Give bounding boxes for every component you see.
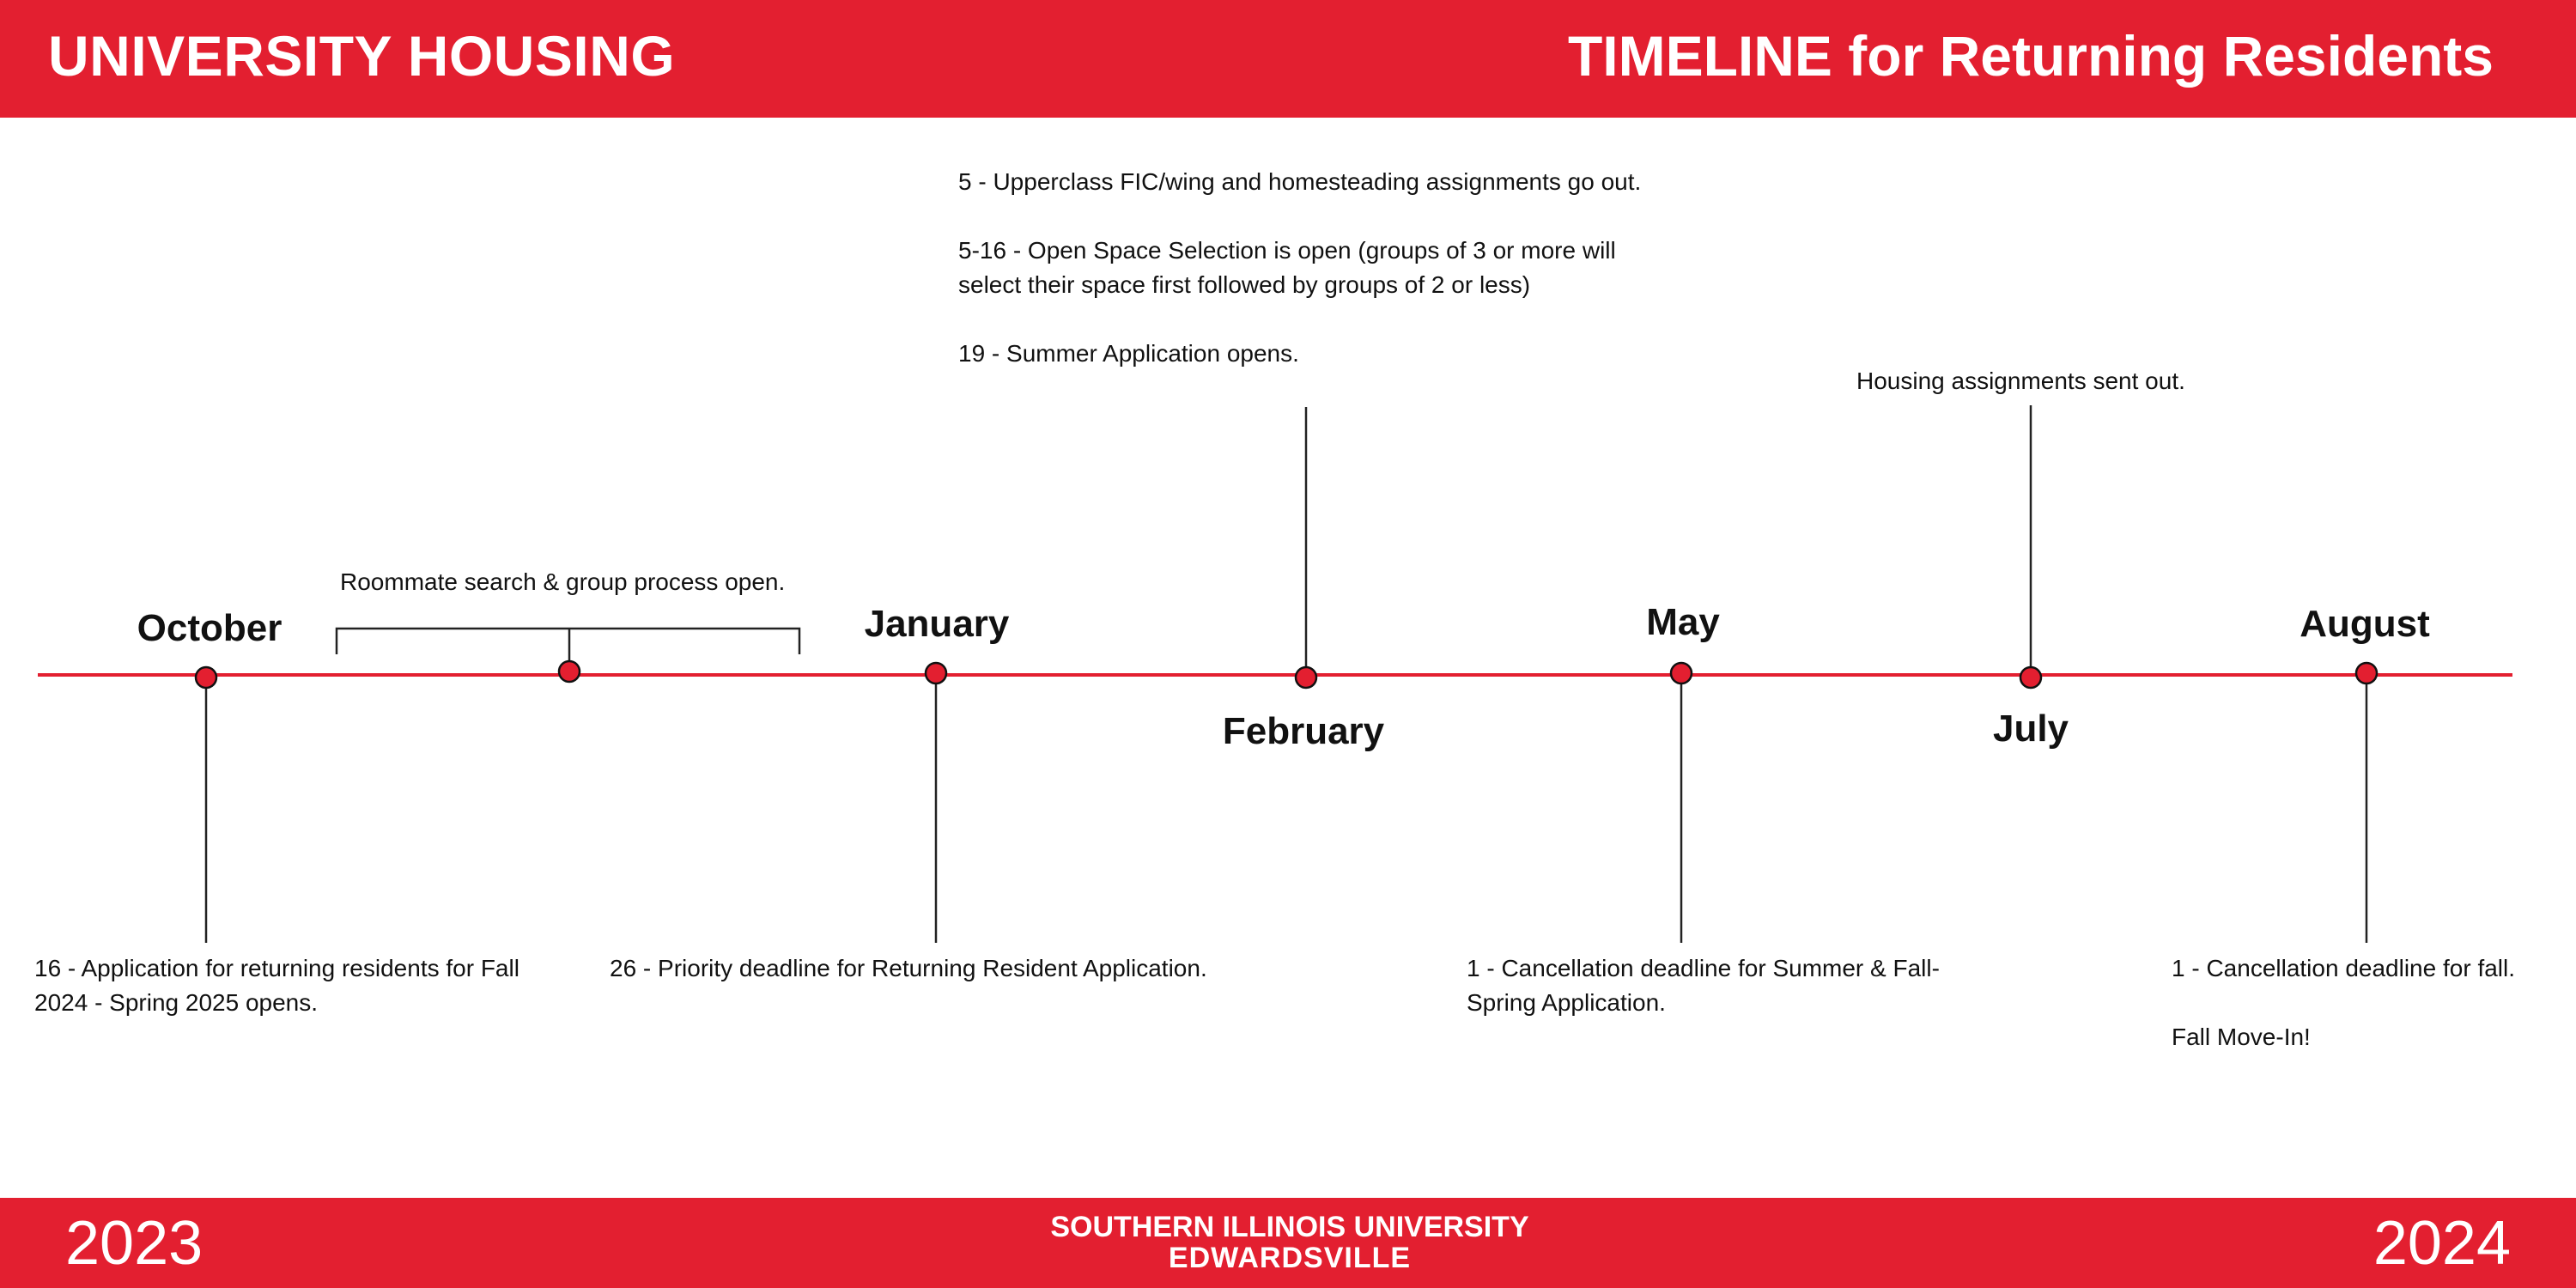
may-marker [1671, 663, 1692, 683]
august-note-1: 1 - Cancellation deadline for fall. [2172, 955, 2516, 981]
roommate-text: Roommate search & group process open. [340, 568, 786, 595]
january-note [610, 951, 1207, 986]
august-note-2: Fall Move-In! [2172, 1024, 2311, 1050]
february-marker [1296, 667, 1316, 688]
roommate-marker [559, 661, 580, 682]
university-name: SOUTHERN ILLINOIS UNIVERSITY [1050, 1211, 1529, 1243]
may-text: 1 - Cancellation deadline for Summer & Fall-Spring Application. [1467, 955, 1940, 1016]
month-label-july: July [1992, 708, 2069, 750]
october-note [34, 951, 532, 1020]
month-label-january: January [864, 603, 1010, 645]
year-start: 2023 [65, 1209, 204, 1278]
february-note-3: 19 - Summer Application opens. [958, 340, 1299, 367]
february-note-2: 5-16 - Open Space Selection is open (groups of 3 or more will select their space first followed by groups of 2 or less) [958, 237, 1616, 298]
january-text: 26 - Priority deadline for Returning Resident Application. [610, 955, 1207, 981]
july-marker [2020, 667, 2041, 688]
october-marker [196, 667, 216, 688]
header-title-left: UNIVERSITY HOUSING [48, 24, 676, 88]
february-note-1: 5 - Upperclass FIC/wing and homesteading assignments go out. [958, 168, 1642, 195]
october-text: 16 - Application for returning residents for Fall 2024 - Spring 2025 opens. [34, 955, 519, 1016]
july-note [1856, 364, 2185, 398]
month-label-october: October [137, 607, 283, 649]
month-label-may: May [1646, 601, 1720, 643]
month-label-february: February [1222, 710, 1385, 752]
university-campus: EDWARDSVILLE [1168, 1241, 1412, 1274]
month-label-august: August [2300, 603, 2430, 645]
may-note [1467, 951, 1947, 1020]
january-marker [926, 663, 946, 683]
february-notes [958, 165, 1662, 371]
roommate-note [340, 565, 785, 599]
july-text: Housing assignments sent out. [1856, 368, 2185, 394]
august-notes [2172, 951, 2567, 1054]
year-end: 2024 [2372, 1209, 2511, 1278]
august-marker [2356, 663, 2377, 683]
header-title-right: TIMELINE for Returning Residents [1567, 24, 2494, 88]
university-logo [1050, 1212, 1528, 1273]
